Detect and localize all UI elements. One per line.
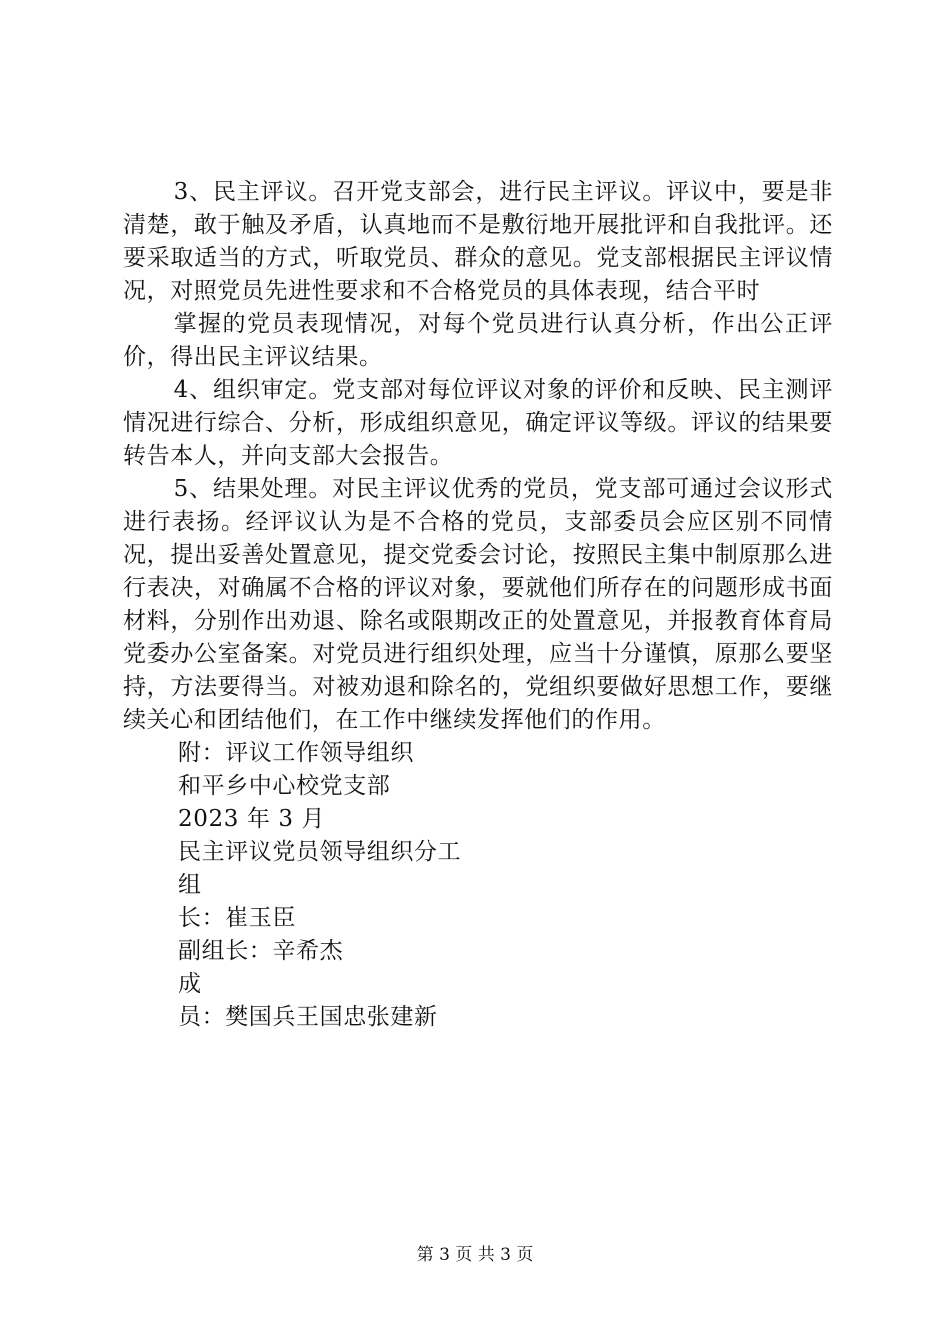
page-number-footer: 第 3 页 共 3 页 [416,1245,534,1265]
issuer-line: 和平乡中心校党支部 [178,773,391,799]
paragraph-result-handling: 5、结果处理。对民主评议优秀的党员，党支部可通过会议形式进行表扬。经评议认为是不合格的党员，支部委员会应区别不同情况，提出妥善处置意见，提交党委会讨论，按照民主集中制原那么进行表决，对确属不合格的评议对象，要就他们所存在的问题形成书面材料，分别作出劝退、除名或限期改正的处置意见，并报教育体育局党委办公室备案。对党员进行组织处理，应当十分谨慎，原那么要坚持，方法要得当。对被劝退和除名的，党组织要做好思想工作，要继续关心和团结他们，在工作中继续发挥他们的作用。 [123,476,833,733]
members-label-part1: 成 [178,971,202,997]
paragraph-review-result: 掌握的党员表现情况，对每个党员进行认真分析，作出公正评价，得出民主评议结果。 [123,311,833,370]
attachment-line: 附：评议工作领导组织 [178,740,414,766]
members-line: 员：樊国兵王国忠张建新 [178,1004,438,1030]
group-leader-label-part1: 组 [178,872,202,898]
group-leader-line: 长：崔玉臣 [178,905,296,931]
paragraph-democratic-review: 3、民主评议。召开党支部会，进行民主评议。评议中，要是非清楚，敢于触及矛盾，认真地而不是敷衍地开展批评和自我批评。还要采取适当的方式，听取党员、群众的意见。党支部根据民主评议情况，对照党员先进性要求和不合格党员的具体表现，结合平时 [123,179,833,304]
group-division-title: 民主评议党员领导组织分工 [178,839,462,865]
document-body [123,176,833,1034]
date-line: 2023 年 3 月 [178,806,326,832]
paragraph-organization-review: 4、组织审定。党支部对每位评议对象的评价和反映、民主测评情况进行综合、分析，形成组织意见，确定评议等级。评议的结果要转告本人，并向支部大会报告。 [123,377,833,469]
deputy-leader-line: 副组长：辛希杰 [178,938,344,964]
